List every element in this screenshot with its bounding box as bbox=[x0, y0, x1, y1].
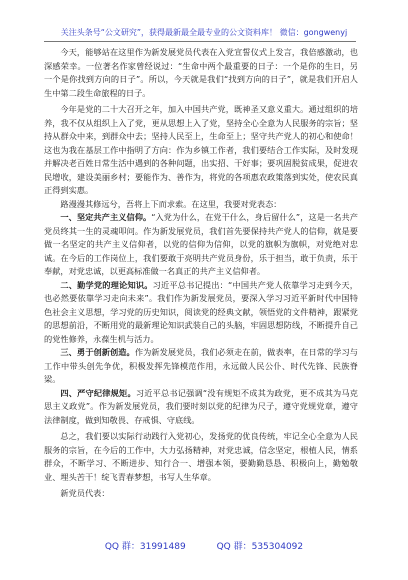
section-1-body: “入党为什么，在党干什么，身后留什么”，这是一名共产党员终其一生的灵魂叩问。作为新发展党员，我们首先要保持共产党人的信仰，就是要做一名坚定的共产主义信仰者，以党的信仰为信仰，以党的旗帜为旗帜，对党绝对忠诚。在今后的工作岗位上，我们要敢于亮明共产党员身份，乐于担当，敢于负责，乐于奉献，对党忠诚，以更高标准做一名真正的共产主义信仰者。 bbox=[44, 212, 358, 276]
footer-qq-group-1: QQ 群：31991489 bbox=[104, 542, 186, 552]
paragraph-intro: 今天，能够站在这里作为新发展党员代表在入党宣誓仪式上发言，我倍感激动，也深感荣幸。一位著名作家曾经说过：“生命中两个最重要的日子：一个是你的生日，另一个是你找到方向的日子”。所以，今天就是我们“找到方向的日子”，就是我们开启人生中第二段生命旅程的日子。 bbox=[44, 47, 358, 98]
section-1 bbox=[44, 211, 358, 279]
section-1-heading: 一、坚定共产主义信仰。 bbox=[60, 212, 152, 222]
section-2-body: 习近平总书记提出：“中国共产党人依靠学习走到今天，也必然要依靠学习走向未来”。我们作为新发展党员，要深入学习习近平新时代中国特色社会主义思想，学习党的历史知识，阅读党的经典文献，领悟党的文件精神，跟紧党的思想前沿，不断用党的最新理论知识武装自己的头脑，牢固思想防线，不断提升自己的党性修养，永葆生机与活力。 bbox=[44, 279, 358, 344]
signature-line: 新党员代表： bbox=[60, 488, 110, 498]
header-divider bbox=[44, 41, 356, 42]
footer bbox=[0, 539, 408, 552]
footer-qq-group-2: QQ 群：535304092 bbox=[216, 542, 304, 552]
section-4 bbox=[44, 387, 358, 428]
paragraph-conclusion: 总之，我们要以实际行动践行入党初心，发扬党的优良传统，牢记全心全意为人民服务的宗旨，在今后的工作中，大力弘扬精神，对党忠诚，信念坚定，根植人民，情系群众，不断学习、不断进步、知行合一、增强本领，要勤勤恳恳、积极向上，勤勉敬业、埋头苦干！绽飞青春梦想，书写人生华章。 bbox=[44, 431, 358, 482]
section-4-body: 习近平总书记强调“没有规矩不成其为政党，更不成其为马克思主义政党”。作为新发展党员，我们要时刻以党的纪律为尺子，遵守党规党章，遵守法律制度，做到知敬畏、存戒惧、守底线。 bbox=[44, 387, 358, 425]
section-3 bbox=[44, 346, 358, 387]
section-3-body: 作为新发展党员，我们必须走在前，做表率，在日常的学习与工作中带头创先争优，积极发挥先锋模范作用，永远做人民公仆、时代先锋、民族脊梁。 bbox=[44, 347, 358, 384]
header-banner: 关注头条号“公文研究”，获得最新最全最专业的公文资料库！ 微信：gongwenyj bbox=[60, 28, 348, 37]
paragraph-party-congress: 今年是党的二十大召开之年，加入中国共产党，既神圣又意义重大。通过组织的培养，我不仅从组织上入了党，更从思想上入了党，坚持全心全意为人民服务的宗旨；坚持从群众中来，到群众中去；坚持人民至上，生命至上；坚守共产党人的初心和使命！这也为我在基层工作中指明了方向：作为乡镇工作者，我们要结合工作实际，及时发现并解决老百姓日常生活中遇到的各种问题，出实招、干好事；要巩固脱贫成果，促进农民增收，建设美丽乡村；要能作为、善作为，将党的各项惠农政策落到实处，使农民真正得到实惠。 bbox=[44, 104, 358, 195]
section-2-heading: 二、勤学党的理论知识。 bbox=[60, 279, 153, 290]
document-body bbox=[44, 46, 358, 501]
section-2 bbox=[44, 279, 358, 347]
section-4-heading: 四、严守纪律规矩。 bbox=[60, 387, 136, 398]
paragraph-pledge-intro: 路漫漫其修远兮，吾将上下而求索。在这里，我要对党表态： bbox=[60, 198, 282, 209]
section-3-heading: 三、勇于创新创造。 bbox=[60, 347, 135, 357]
